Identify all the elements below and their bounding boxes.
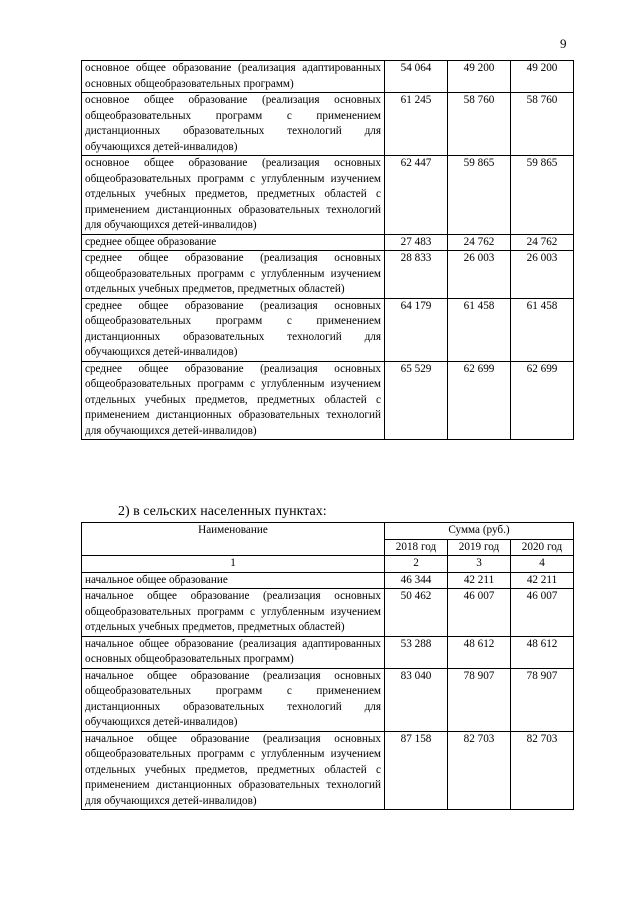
value-2020: 61 458 — [511, 298, 574, 361]
value-2018: 65 529 — [385, 361, 448, 440]
header-year: 2019 год — [448, 539, 511, 556]
column-number: 3 — [448, 556, 511, 573]
table-row — [82, 636, 574, 668]
value-2018: 61 245 — [385, 93, 448, 156]
value-2020: 42 211 — [511, 572, 574, 589]
value-2020: 48 612 — [511, 636, 574, 668]
value-2020: 82 703 — [511, 731, 574, 810]
value-2018: 83 040 — [385, 668, 448, 731]
table-row — [82, 668, 574, 731]
cost-table-rural — [81, 522, 574, 810]
row-name: начальное общее образование — [82, 572, 385, 589]
row-name: среднее общее образование (реализация основных общеобразовательных программ с применением дистанционных образовательных технологий для обучающихся детей-инвалидов) — [82, 298, 385, 361]
table-row — [82, 589, 574, 637]
value-2018: 53 288 — [385, 636, 448, 668]
column-number: 1 — [82, 556, 385, 573]
row-name: основное общее образование (реализация основных общеобразовательных программ с углубленным изучением отдельных учебных предметов, предметных областей с применением дистанционных образовательных технологий для обучающихся детей-инвалидов) — [82, 156, 385, 235]
header-sum: Сумма (руб.) — [385, 523, 574, 540]
value-2019: 24 762 — [448, 234, 511, 251]
table-row — [82, 361, 574, 440]
row-name: основное общее образование (реализация основных общеобразовательных программ с применением дистанционных образовательных технологий для обучающихся детей-инвалидов) — [82, 93, 385, 156]
table-row — [82, 93, 574, 156]
value-2020: 58 760 — [511, 93, 574, 156]
header-year: 2020 год — [511, 539, 574, 556]
row-name: основное общее образование (реализация адаптированных основных общеобразовательных программ) — [82, 61, 385, 93]
table-column-number-row — [82, 556, 574, 573]
value-2018: 87 158 — [385, 731, 448, 810]
value-2019: 26 003 — [448, 251, 511, 299]
value-2019: 58 760 — [448, 93, 511, 156]
value-2018: 64 179 — [385, 298, 448, 361]
value-2019: 78 907 — [448, 668, 511, 731]
value-2019: 46 007 — [448, 589, 511, 637]
page-number: 9 — [560, 36, 567, 51]
section-heading: 2) в сельских населенных пунктах: — [118, 504, 327, 519]
value-2020: 24 762 — [511, 234, 574, 251]
value-2018: 50 462 — [385, 589, 448, 637]
value-2020: 59 865 — [511, 156, 574, 235]
row-name: начальное общее образование (реализация основных общеобразовательных программ с применением дистанционных образовательных технологий для обучающихся детей-инвалидов) — [82, 668, 385, 731]
row-name: среднее общее образование (реализация основных общеобразовательных программ с углубленным изучением отдельных учебных предметов, предметных областей) — [82, 251, 385, 299]
value-2018: 28 833 — [385, 251, 448, 299]
value-2020: 78 907 — [511, 668, 574, 731]
row-name: начальное общее образование (реализация адаптированных основных общеобразовательных программ) — [82, 636, 385, 668]
value-2019: 62 699 — [448, 361, 511, 440]
row-name: начальное общее образование (реализация основных общеобразовательных программ с углубленным изучением отдельных учебных предметов, предметных областей) — [82, 589, 385, 637]
value-2019: 61 458 — [448, 298, 511, 361]
value-2020: 26 003 — [511, 251, 574, 299]
header-name: Наименование — [82, 523, 385, 556]
table-row — [82, 234, 574, 251]
table-row — [82, 156, 574, 235]
column-number: 4 — [511, 556, 574, 573]
cost-table-urban-continued — [81, 60, 574, 440]
row-name: среднее общее образование (реализация основных общеобразовательных программ с углубленным изучением отдельных учебных предметов, предметных областей с применением дистанционных образовательных технологий для обучающихся детей-инвалидов) — [82, 361, 385, 440]
value-2019: 48 612 — [448, 636, 511, 668]
value-2020: 49 200 — [511, 61, 574, 93]
value-2019: 82 703 — [448, 731, 511, 810]
value-2018: 27 483 — [385, 234, 448, 251]
value-2018: 46 344 — [385, 572, 448, 589]
value-2019: 42 211 — [448, 572, 511, 589]
value-2020: 62 699 — [511, 361, 574, 440]
column-number: 2 — [385, 556, 448, 573]
row-name: среднее общее образование — [82, 234, 385, 251]
header-year: 2018 год — [385, 539, 448, 556]
value-2018: 62 447 — [385, 156, 448, 235]
table-row — [82, 61, 574, 93]
value-2018: 54 064 — [385, 61, 448, 93]
value-2019: 59 865 — [448, 156, 511, 235]
value-2020: 46 007 — [511, 589, 574, 637]
table-row — [82, 251, 574, 299]
table-row — [82, 731, 574, 810]
row-name: начальное общее образование (реализация основных общеобразовательных программ с углубленным изучением отдельных учебных предметов, предметных областей с применением дистанционных образовательных технологий для обучающихся детей-инвалидов) — [82, 731, 385, 810]
table-row — [82, 572, 574, 589]
table-row — [82, 298, 574, 361]
table-header-row — [82, 523, 574, 540]
value-2019: 49 200 — [448, 61, 511, 93]
